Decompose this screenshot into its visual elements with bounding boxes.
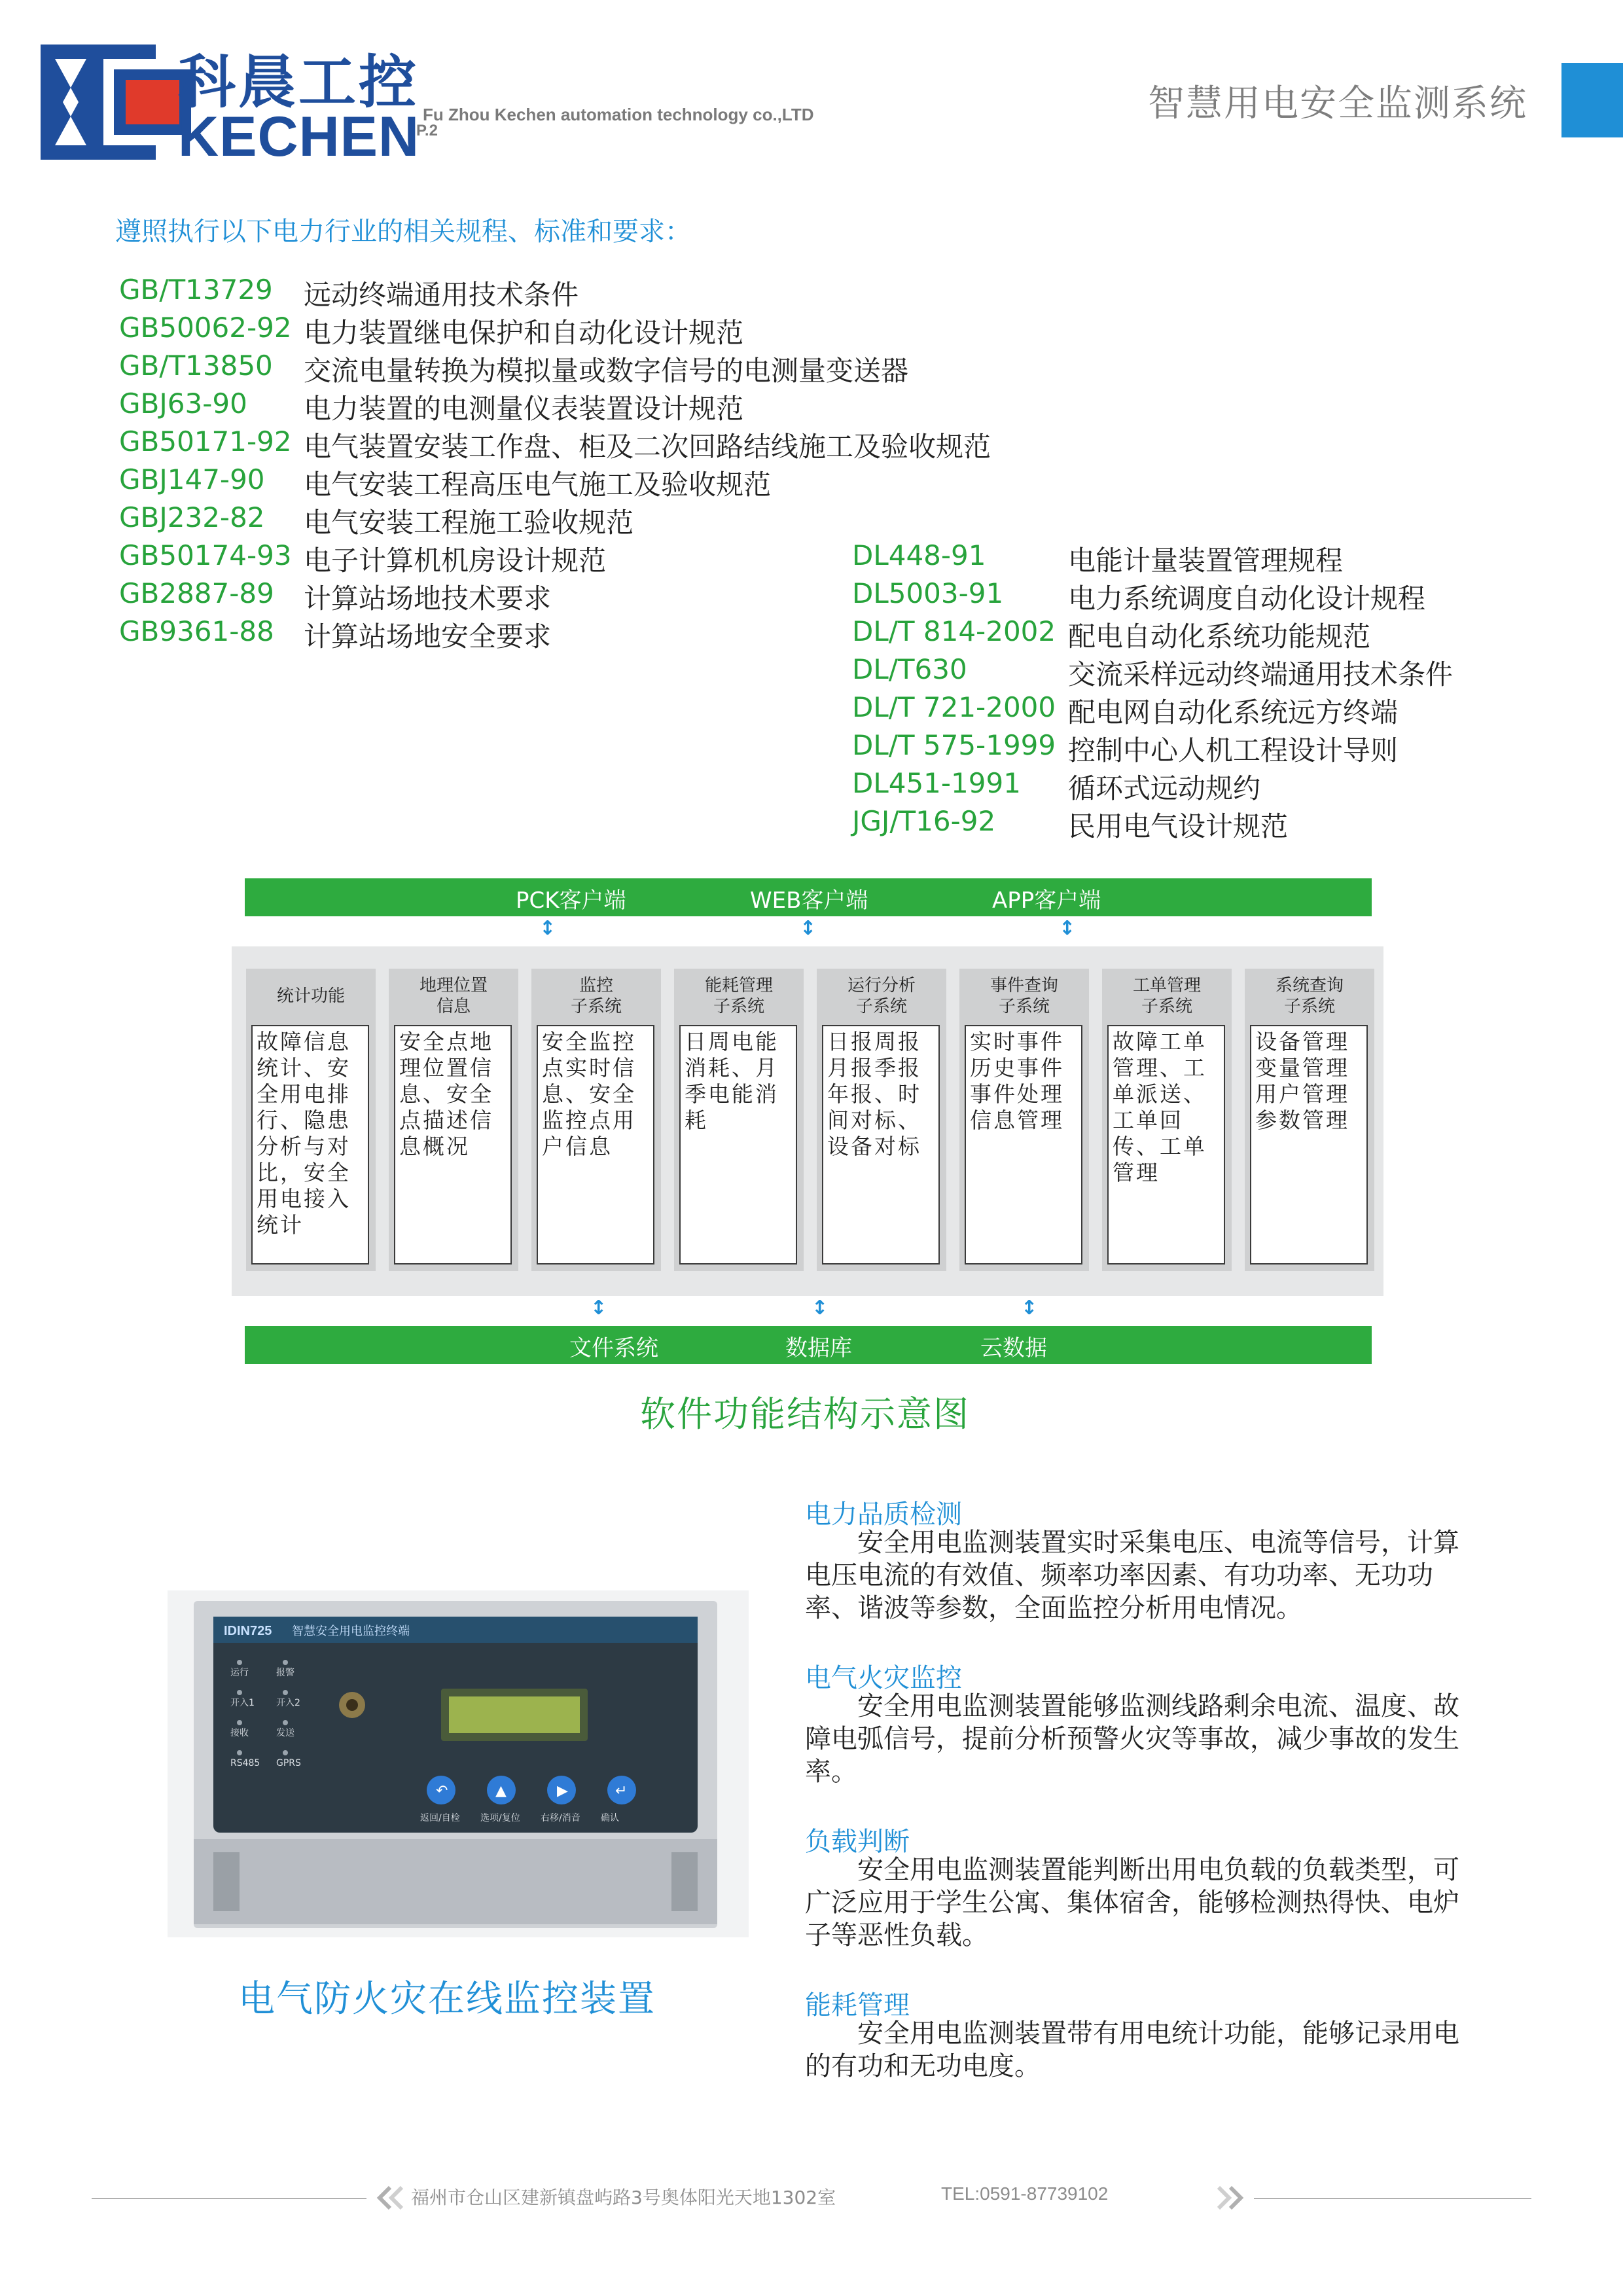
status-led-icon — [237, 1660, 242, 1665]
system-title: 智慧用电安全监测系统 — [1148, 82, 1527, 125]
standard-name: 交流电量转换为模拟量或数字信号的电测量变送器 — [304, 355, 909, 387]
page-number: P.2 — [416, 122, 438, 139]
standard-code: DL5003-91 — [852, 577, 1004, 609]
led-label: 开入1 — [230, 1698, 255, 1708]
subsystem-title: 运行分析 子系统 — [847, 976, 916, 1016]
company-name-en: Fu Zhou Kechen automation technology co.,LTD — [423, 105, 814, 124]
led-label: 接收 — [230, 1728, 249, 1738]
footer-tel: TEL:0591-87739102 — [941, 2183, 1109, 2204]
updown-arrow-icon: ↕ — [1059, 917, 1076, 940]
up-key-icon: ▲ — [495, 1783, 507, 1799]
standard-name: 计算站场地安全要求 — [304, 620, 552, 653]
storage-db-label: 数据库 — [785, 1335, 852, 1361]
status-led-icon — [283, 1720, 288, 1725]
standard-name: 交流采样远动终端通用技术条件 — [1068, 658, 1454, 691]
subsystem-description: 安全监控点实时信息、安全监控点用户信息 — [537, 1025, 654, 1265]
feature-body: 安全用电监测装置带有用电统计功能，能够记录用电的有功和无功电度。 — [805, 2018, 1459, 2081]
led-label: GPRS — [276, 1758, 301, 1768]
subsystem-module — [1245, 969, 1374, 1271]
client-app-label: APP客户端 — [992, 888, 1101, 914]
footer-divider — [92, 2198, 366, 2199]
standard-code: GB/T13850 — [119, 350, 273, 382]
chevron-right-icon — [1215, 2185, 1250, 2211]
standard-name: 循环式远动规约 — [1068, 772, 1261, 804]
standard-code: DL/T 575-1999 — [852, 729, 1056, 761]
subsystem-description: 日周电能消耗、月季电能消耗 — [679, 1025, 797, 1265]
standard-name: 远动终端通用技术条件 — [304, 279, 579, 311]
standard-name: 民用电气设计规范 — [1068, 810, 1289, 842]
standard-code: DL448-91 — [852, 539, 986, 571]
feature-title: 电力品质检测 — [805, 1499, 962, 1530]
storage-layer-bar — [245, 1326, 1372, 1364]
status-led-icon — [283, 1750, 288, 1755]
subsystem-description: 故障信息统计、安全用电排行、隐患分析与对比，安全用电接入统计 — [251, 1025, 369, 1265]
subsystem-description: 日报周报月报季报年报、时间对标、设备对标 — [822, 1025, 940, 1265]
feature-body: 安全用电监测装置能够监测线路剩余电流、温度、故障电弧信号，提前分析预警火灾等事故，减少事故的发生率。 — [805, 1691, 1459, 1787]
standard-code: GBJ63-90 — [119, 387, 247, 420]
standard-code: GB9361-88 — [119, 615, 274, 647]
standard-name: 电气装置安装工作盘、柜及二次回路结线施工及验收规范 — [304, 431, 991, 463]
updown-arrow-icon: ↕ — [800, 917, 817, 940]
subsystem-description: 实时事件历史事件事件处理信息管理 — [965, 1025, 1082, 1265]
subsystem-title: 统计功能 — [276, 986, 345, 1006]
brand-name-en: KECHEN — [178, 105, 420, 168]
key-label: 选项/复位 — [480, 1813, 520, 1823]
standard-name: 计算站场地技术要求 — [304, 583, 552, 615]
standard-code: GB50174-93 — [119, 539, 292, 571]
standard-code: GB/T13729 — [119, 274, 273, 306]
led-label: 发送 — [276, 1728, 294, 1738]
standard-code: JGJ/T16-92 — [852, 805, 996, 837]
subsystem-title: 监控 子系统 — [570, 976, 622, 1016]
subsystem-description: 设备管理变量管理用户管理参数管理 — [1250, 1025, 1368, 1265]
back-key-icon: ↶ — [436, 1783, 448, 1799]
client-layer-bar — [245, 878, 1372, 916]
subsystem-title: 系统查询 子系统 — [1275, 976, 1344, 1016]
subsystem-description: 安全点地理位置信息、安全点描述信息概况 — [394, 1025, 512, 1265]
standard-code: DL/T630 — [852, 653, 967, 685]
standard-code: GB50171-92 — [119, 425, 292, 457]
standard-code: DL/T 814-2002 — [852, 615, 1056, 647]
brand-name-cn: 科晨工控 — [178, 48, 419, 116]
subsystem-panel — [232, 946, 1383, 1296]
standard-code: DL/T 721-2000 — [852, 691, 1056, 723]
subsystem-module — [246, 969, 376, 1271]
standard-code: GB50062-92 — [119, 312, 292, 344]
device-caption: 电气防火灾在线监控装置 — [238, 1978, 656, 2020]
feature-title: 能耗管理 — [805, 1990, 910, 2020]
updown-arrow-icon: ↕ — [590, 1297, 607, 1319]
device-panel-title: 智慧安全用电监控终端 — [292, 1624, 410, 1638]
subsystem-title: 工单管理 子系统 — [1132, 976, 1201, 1016]
storage-file-label: 文件系统 — [569, 1335, 658, 1361]
footer-address: 福州市仓山区建新镇盘屿路3号奥体阳光天地1302室 — [411, 2187, 836, 2208]
enter-key-icon: ↵ — [615, 1783, 628, 1799]
standard-name: 配电自动化系统功能规范 — [1068, 620, 1371, 653]
right-key-icon: ▶ — [557, 1783, 568, 1799]
subsystem-description: 故障工单管理、工单派送、工单回传、工单管理 — [1107, 1025, 1225, 1265]
updown-arrow-icon: ↕ — [539, 917, 556, 940]
led-label: RS485 — [230, 1758, 260, 1768]
updown-arrow-icon: ↕ — [1021, 1297, 1038, 1319]
led-label: 开入2 — [276, 1698, 300, 1708]
subsystem-module — [1102, 969, 1232, 1271]
standard-name: 电气安装工程高压电气施工及验收规范 — [304, 469, 772, 501]
standard-code: GBJ147-90 — [119, 463, 265, 495]
subsystem-title: 能耗管理 子系统 — [704, 976, 773, 1016]
status-led-icon — [237, 1720, 242, 1725]
client-pck-label: PCK客户端 — [516, 888, 626, 914]
client-web-label: WEB客户端 — [750, 888, 868, 914]
standard-name: 电能计量装置管理规程 — [1068, 545, 1344, 577]
standard-code: GB2887-89 — [119, 577, 274, 609]
subsystem-title: 事件查询 子系统 — [990, 976, 1058, 1016]
key-label: 返回/自检 — [420, 1813, 460, 1823]
footer-divider — [1254, 2198, 1531, 2199]
storage-cloud-label: 云数据 — [980, 1335, 1047, 1361]
feature-body: 安全用电监测装置实时采集电压、电流等信号，计算电压电流的有效值、频率功率因素、有功功率、无功功率、谐波等参数，全面监控分析用电情况。 — [805, 1528, 1459, 1623]
subsystem-module — [389, 969, 518, 1271]
feature-title: 电气火灾监控 — [805, 1663, 962, 1693]
subsystem-module — [817, 969, 946, 1271]
status-led-icon — [237, 1690, 242, 1695]
standard-name: 电力装置继电保护和自动化设计规范 — [304, 317, 744, 349]
device-photo — [168, 1590, 749, 1937]
header-accent-tab — [1561, 63, 1623, 137]
status-led-icon — [237, 1750, 242, 1755]
subsystem-module — [531, 969, 661, 1271]
standards-intro: 遵照执行以下电力行业的相关规程、标准和要求： — [115, 217, 691, 247]
led-label: 运行 — [230, 1668, 249, 1678]
feature-title: 负载判断 — [805, 1827, 910, 1857]
standard-name: 控制中心人机工程设计导则 — [1068, 734, 1399, 766]
standard-name: 配电网自动化系统远方终端 — [1068, 696, 1399, 728]
updown-arrow-icon: ↕ — [812, 1297, 829, 1319]
subsystem-title: 地理位置 信息 — [419, 976, 488, 1016]
standard-name: 电力系统调度自动化设计规程 — [1068, 583, 1426, 615]
standard-name: 电子计算机机房设计规范 — [304, 545, 607, 577]
standard-name: 电力装置的电测量仪表装置设计规范 — [304, 393, 744, 425]
diagram-caption: 软件功能结构示意图 — [640, 1393, 970, 1435]
chevron-left-icon — [370, 2185, 406, 2211]
subsystem-module — [959, 969, 1089, 1271]
key-label: 右移/消音 — [541, 1813, 580, 1823]
key-label: 确认 — [601, 1813, 619, 1823]
status-led-icon — [283, 1660, 288, 1665]
device-model-label: IDIN725 — [224, 1624, 272, 1638]
status-led-icon — [283, 1690, 288, 1695]
standard-name: 电气安装工程施工验收规范 — [304, 507, 634, 539]
subsystem-module — [674, 969, 804, 1271]
standard-code: GBJ232-82 — [119, 501, 265, 533]
led-label: 报警 — [276, 1668, 294, 1678]
standard-code: DL451-1991 — [852, 767, 1021, 799]
feature-body: 安全用电监测装置能判断出用电负载的负载类型，可广泛应用于学生公寓、集体宿舍，能够检测热得快、电炉子等恶性负载。 — [805, 1855, 1459, 1950]
